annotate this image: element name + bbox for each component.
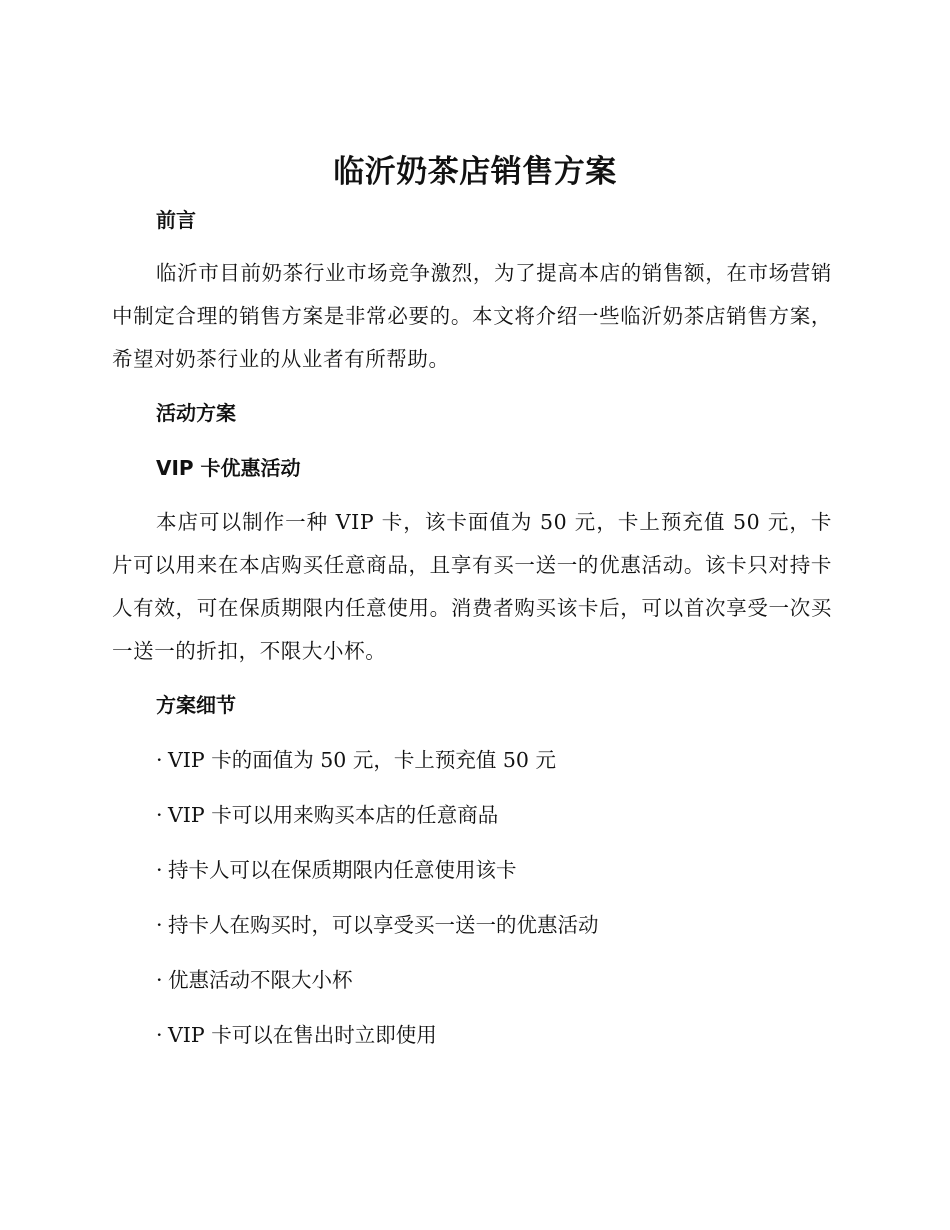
bullet-dot-icon: · — [156, 968, 163, 992]
section-heading-details: 方案细节 — [156, 693, 236, 717]
list-item — [156, 964, 599, 1019]
bullet-dot-icon: · — [156, 1023, 163, 1047]
bullet-dot-icon: · — [156, 748, 163, 772]
section-heading-activity: 活动方案 — [156, 401, 236, 425]
details-bullet-list — [156, 744, 599, 1074]
list-item-text: VIP 卡可以用来购买本店的任意商品 — [168, 803, 499, 827]
page-title: 临沂奶茶店销售方案 — [333, 154, 617, 190]
subsection-heading-vip: VIP 卡优惠活动 — [156, 456, 301, 480]
bullet-dot-icon: · — [156, 858, 163, 882]
bullet-dot-icon: · — [156, 913, 163, 937]
paragraph-vip: 本店可以制作一种 VIP 卡，该卡面值为 50 元，卡上预充值 50 元，卡片可以用来在本店购买任意商品，且享有买一送一的优惠活动。该卡只对持卡人有效，可在保质期限内任意使用。消费者购买该卡后，可以首次享受一次买一送一的折扣，不限大小杯。 — [112, 510, 832, 663]
section-heading-preface: 前言 — [156, 208, 196, 232]
paragraph-preface: 临沂市目前奶茶行业市场竞争激烈，为了提高本店的销售额，在市场营销中制定合理的销售方案是非常必要的。本文将介绍一些临沂奶茶店销售方案，希望对奶茶行业的从业者有所帮助。 — [112, 261, 832, 371]
bullet-dot-icon: · — [156, 803, 163, 827]
list-item — [156, 1019, 599, 1074]
list-item — [156, 799, 599, 854]
list-item-text: VIP 卡可以在售出时立即使用 — [168, 1023, 437, 1047]
list-item — [156, 854, 599, 909]
list-item — [156, 909, 599, 964]
list-item — [156, 744, 599, 799]
list-item-text: 持卡人在购买时，可以享受买一送一的优惠活动 — [168, 913, 599, 937]
list-item-text: 持卡人可以在保质期限内任意使用该卡 — [168, 858, 517, 882]
list-item-text: VIP 卡的面值为 50 元，卡上预充值 50 元 — [168, 748, 556, 772]
list-item-text: 优惠活动不限大小杯 — [168, 968, 353, 992]
